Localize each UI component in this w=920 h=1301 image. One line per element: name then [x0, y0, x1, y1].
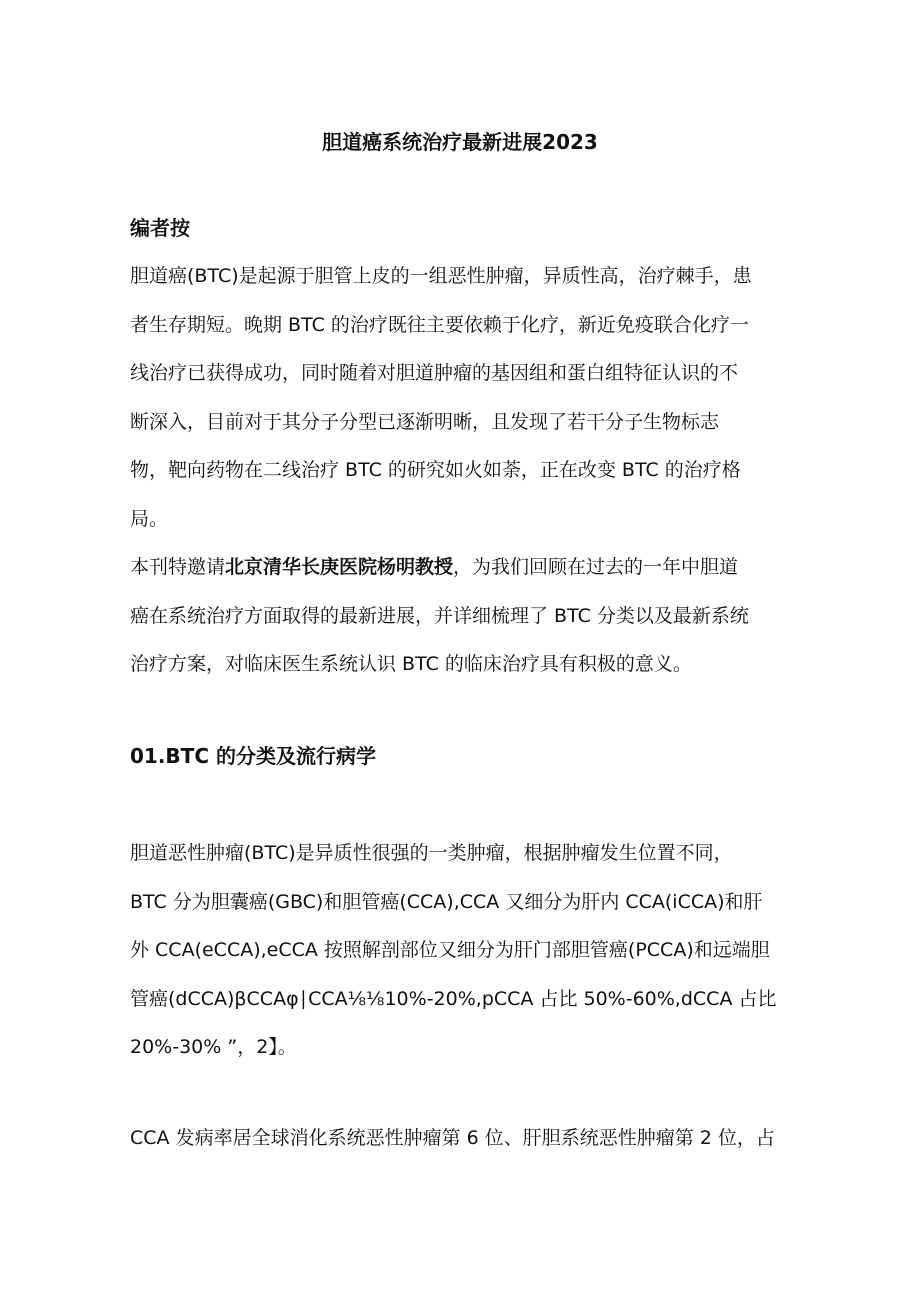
paragraph-line: 治疗方案，对临床医生系统认识 BTC 的临床治疗具有积极的意义。 — [130, 653, 692, 675]
paragraph-line: 胆道恶性肿瘤(BTC)是异质性很强的一类肿瘤，根据肿瘤发生位置不同， — [130, 842, 733, 864]
section-1-heading: 01.BTC 的分类及流行病学 — [130, 744, 376, 768]
paragraph-line: CCA 发病率居全球消化系统恶性肿瘤第 6 位、肝胆系统恶性肿瘤第 2 位，占 — [130, 1127, 775, 1149]
section-1-paragraph-1 — [130, 829, 795, 1072]
paragraph-line: 外 CCA(eCCA),eCCA 按照解剖部位又细分为肝门部胆管癌(PCCA)和远端胆 — [130, 939, 770, 961]
paragraph-line: 局。 — [130, 507, 169, 530]
editor-note-paragraph-1 — [130, 252, 795, 543]
invitation-prefix: 本刊特邀请 — [130, 556, 226, 578]
paragraph-line: 物，靶向药物在二线治疗 BTC 的研究如火如荼，正在改变 BTC 的治疗格 — [130, 459, 741, 481]
paragraph-line: BTC 分为胆囊癌(GBC)和胆管癌(CCA),CCA 又细分为肝内 CCA(iCCA)和肝 — [130, 890, 763, 913]
editor-note-paragraph-2 — [130, 543, 795, 689]
paragraph-line: 20%-30% ”，2】。 — [130, 1036, 297, 1058]
invitation-suffix: ，为我们回顾在过去的一年中胆道 — [453, 556, 739, 578]
section-1-paragraph-2 — [130, 1114, 795, 1163]
paragraph-line: 管癌(dCCA)βCCAφ∣CCA⅛⅛10%-20%,pCCA 占比 50%-60%,dCCA 占比 — [130, 987, 777, 1010]
paragraph-line: 癌在系统治疗方面取得的最新进展，并详细梳理了 BTC 分类以及最新系统 — [130, 604, 749, 627]
paragraph-line: 胆道癌(BTC)是起源于胆管上皮的一组恶性肿瘤，异质性高，治疗棘手，患 — [130, 265, 752, 287]
invited-author: 北京清华长庚医院杨明教授 — [225, 556, 454, 578]
paragraph-line: 线治疗已获得成功，同时随着对胆道肿瘤的基因组和蛋白组特征认识的不 — [130, 362, 739, 384]
paragraph-line — [130, 543, 795, 592]
paragraph-line: 者生存期短。晚期 BTC 的治疗既往主要依赖于化疗，新近免疫联合化疗一 — [130, 313, 749, 336]
document-title: 胆道癌系统治疗最新进展2023 — [322, 130, 598, 154]
editor-note-heading: 编者按 — [130, 216, 190, 240]
paragraph-line: 断深入，目前对于其分子分型已逐渐明晰，且发现了若干分子生物标志 — [130, 410, 720, 433]
